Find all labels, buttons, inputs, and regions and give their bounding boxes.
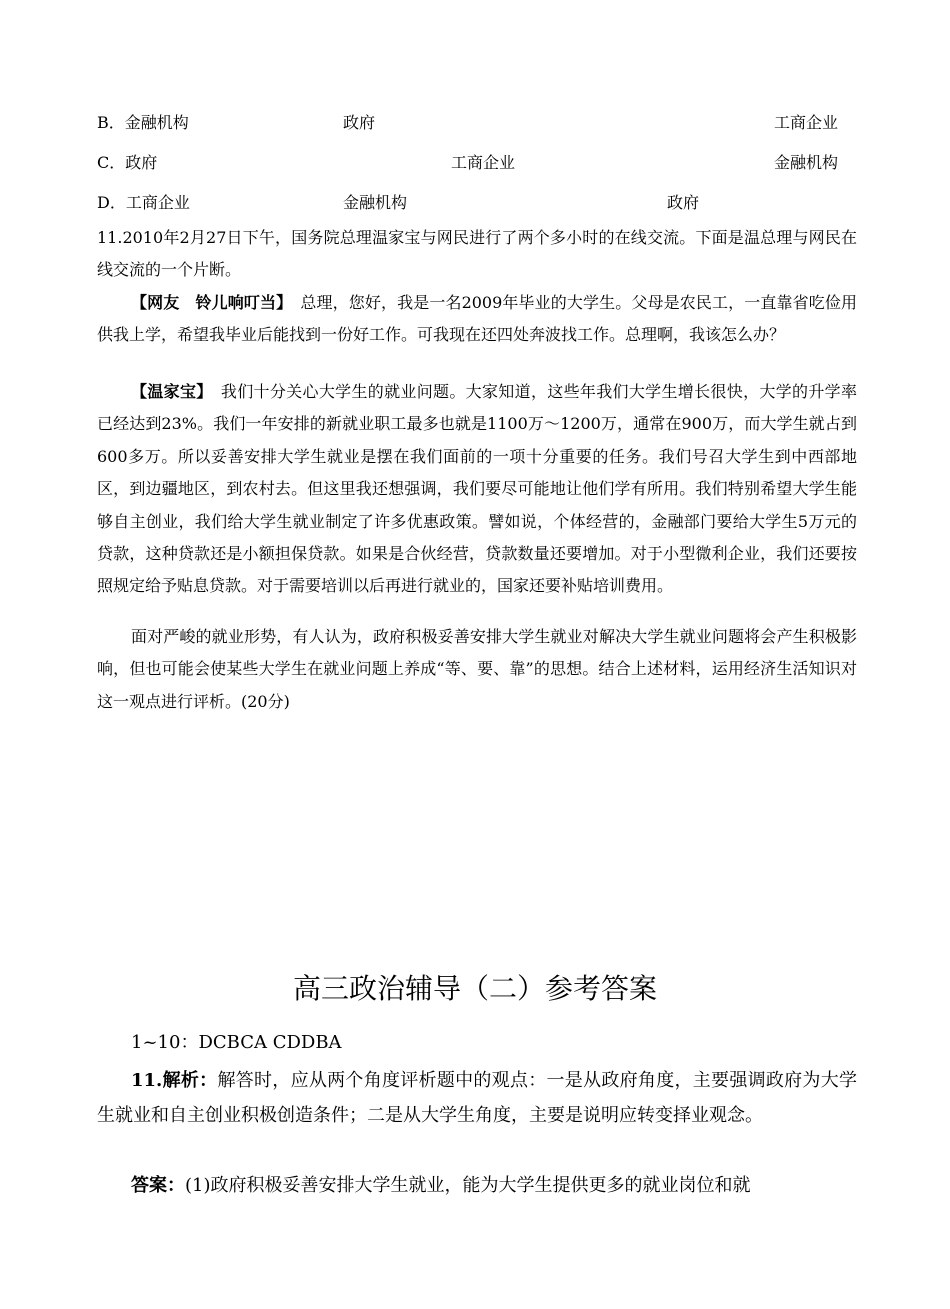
mc-answers: 1~10：DCBCA CDDBA bbox=[131, 1032, 342, 1053]
option-b-col3: 工商企业 bbox=[774, 113, 839, 132]
analysis-label: 11.解析： bbox=[131, 1070, 218, 1091]
answer-section-title: 高三政治辅导（二）参考答案 bbox=[292, 972, 657, 1005]
option-d-row bbox=[0, 190, 950, 214]
wen-reply bbox=[97, 376, 857, 603]
wen-label: 【温家宝】 bbox=[131, 382, 205, 401]
answer-paragraph bbox=[97, 1169, 857, 1204]
netizen-text: 总理，您好，我是一名2009年毕业的大学生。父母是农民工，一直靠省吃俭用供我上学，希望我毕业后能找到一份好工作。可我现在还四处奔波找工作。总理啊，我该怎么办？ bbox=[97, 293, 857, 345]
answer-label: 答案： bbox=[131, 1175, 185, 1196]
option-d-col2: 金融机构 bbox=[343, 193, 408, 212]
wen-text: 我们十分关心大学生的就业问题。大家知道，这些年我们大学生增长很快，大学的升学率已经达到23%。我们一年安排的新就业职工最多也就是1100万～1200万，通常在900万，而大学生就占到600多万。所以妥善安排大学生就业是摆在我们面前的一项十分重要的任务。我们号召大学生到中西部地区，到边疆地区，到农村去。但这里我还想强调，我们要尽可能地让他们学有所用。我们特别希望大学生能够自主创业，我们给大学生就业制定了许多优惠政策。譬如说，个体经营的，金融部门要给大学生5万元的贷款，这种贷款还是小额担保贷款。如果是合伙经营，贷款数量还要增加。对于小型微利企业，我们还要按照规定给予贴息贷款。对于需要培训以后再进行就业的，国家还要补贴培训费用。 bbox=[97, 382, 857, 596]
analysis-text: 解答时，应从两个角度评析题中的观点：一是从政府角度，主要强调政府为大学生就业和自主创业积极创造条件；二是从大学生角度，主要是说明应转变择业观念。 bbox=[97, 1070, 857, 1126]
question-11-prompt: 面对严峻的就业形势，有人认为，政府积极妥善安排大学生就业对解决大学生就业问题将会产生积极影响，但也可能会使某些大学生在就业问题上养成“等、要、靠”的思想。结合上述材料，运用经济生活知识对这一观点进行评析。(20分) bbox=[97, 627, 857, 711]
option-c-row bbox=[0, 150, 950, 174]
option-c-label: C．政府 bbox=[97, 153, 158, 172]
option-b-row bbox=[0, 110, 950, 134]
netizen-message bbox=[97, 287, 857, 352]
analysis-paragraph bbox=[97, 1064, 857, 1133]
option-d-col3: 政府 bbox=[667, 193, 700, 212]
option-c-col2: 工商企业 bbox=[451, 153, 516, 172]
option-b-label: B．金融机构 bbox=[97, 113, 189, 132]
question-11-intro: 11.2010年2月27日下午，国务院总理温家宝与网民进行了两个多小时的在线交流。下面是温总理与网民在线交流的一个片断。 bbox=[97, 228, 857, 280]
option-c-col3: 金融机构 bbox=[774, 153, 839, 172]
netizen-label: 【网友 铃儿响叮当】 bbox=[131, 293, 285, 312]
option-d-label: D．工商企业 bbox=[97, 193, 190, 212]
answer-text: (1)政府积极妥善安排大学生就业，能为大学生提供更多的就业岗位和就 bbox=[185, 1175, 751, 1196]
option-b-col2: 政府 bbox=[343, 113, 376, 132]
